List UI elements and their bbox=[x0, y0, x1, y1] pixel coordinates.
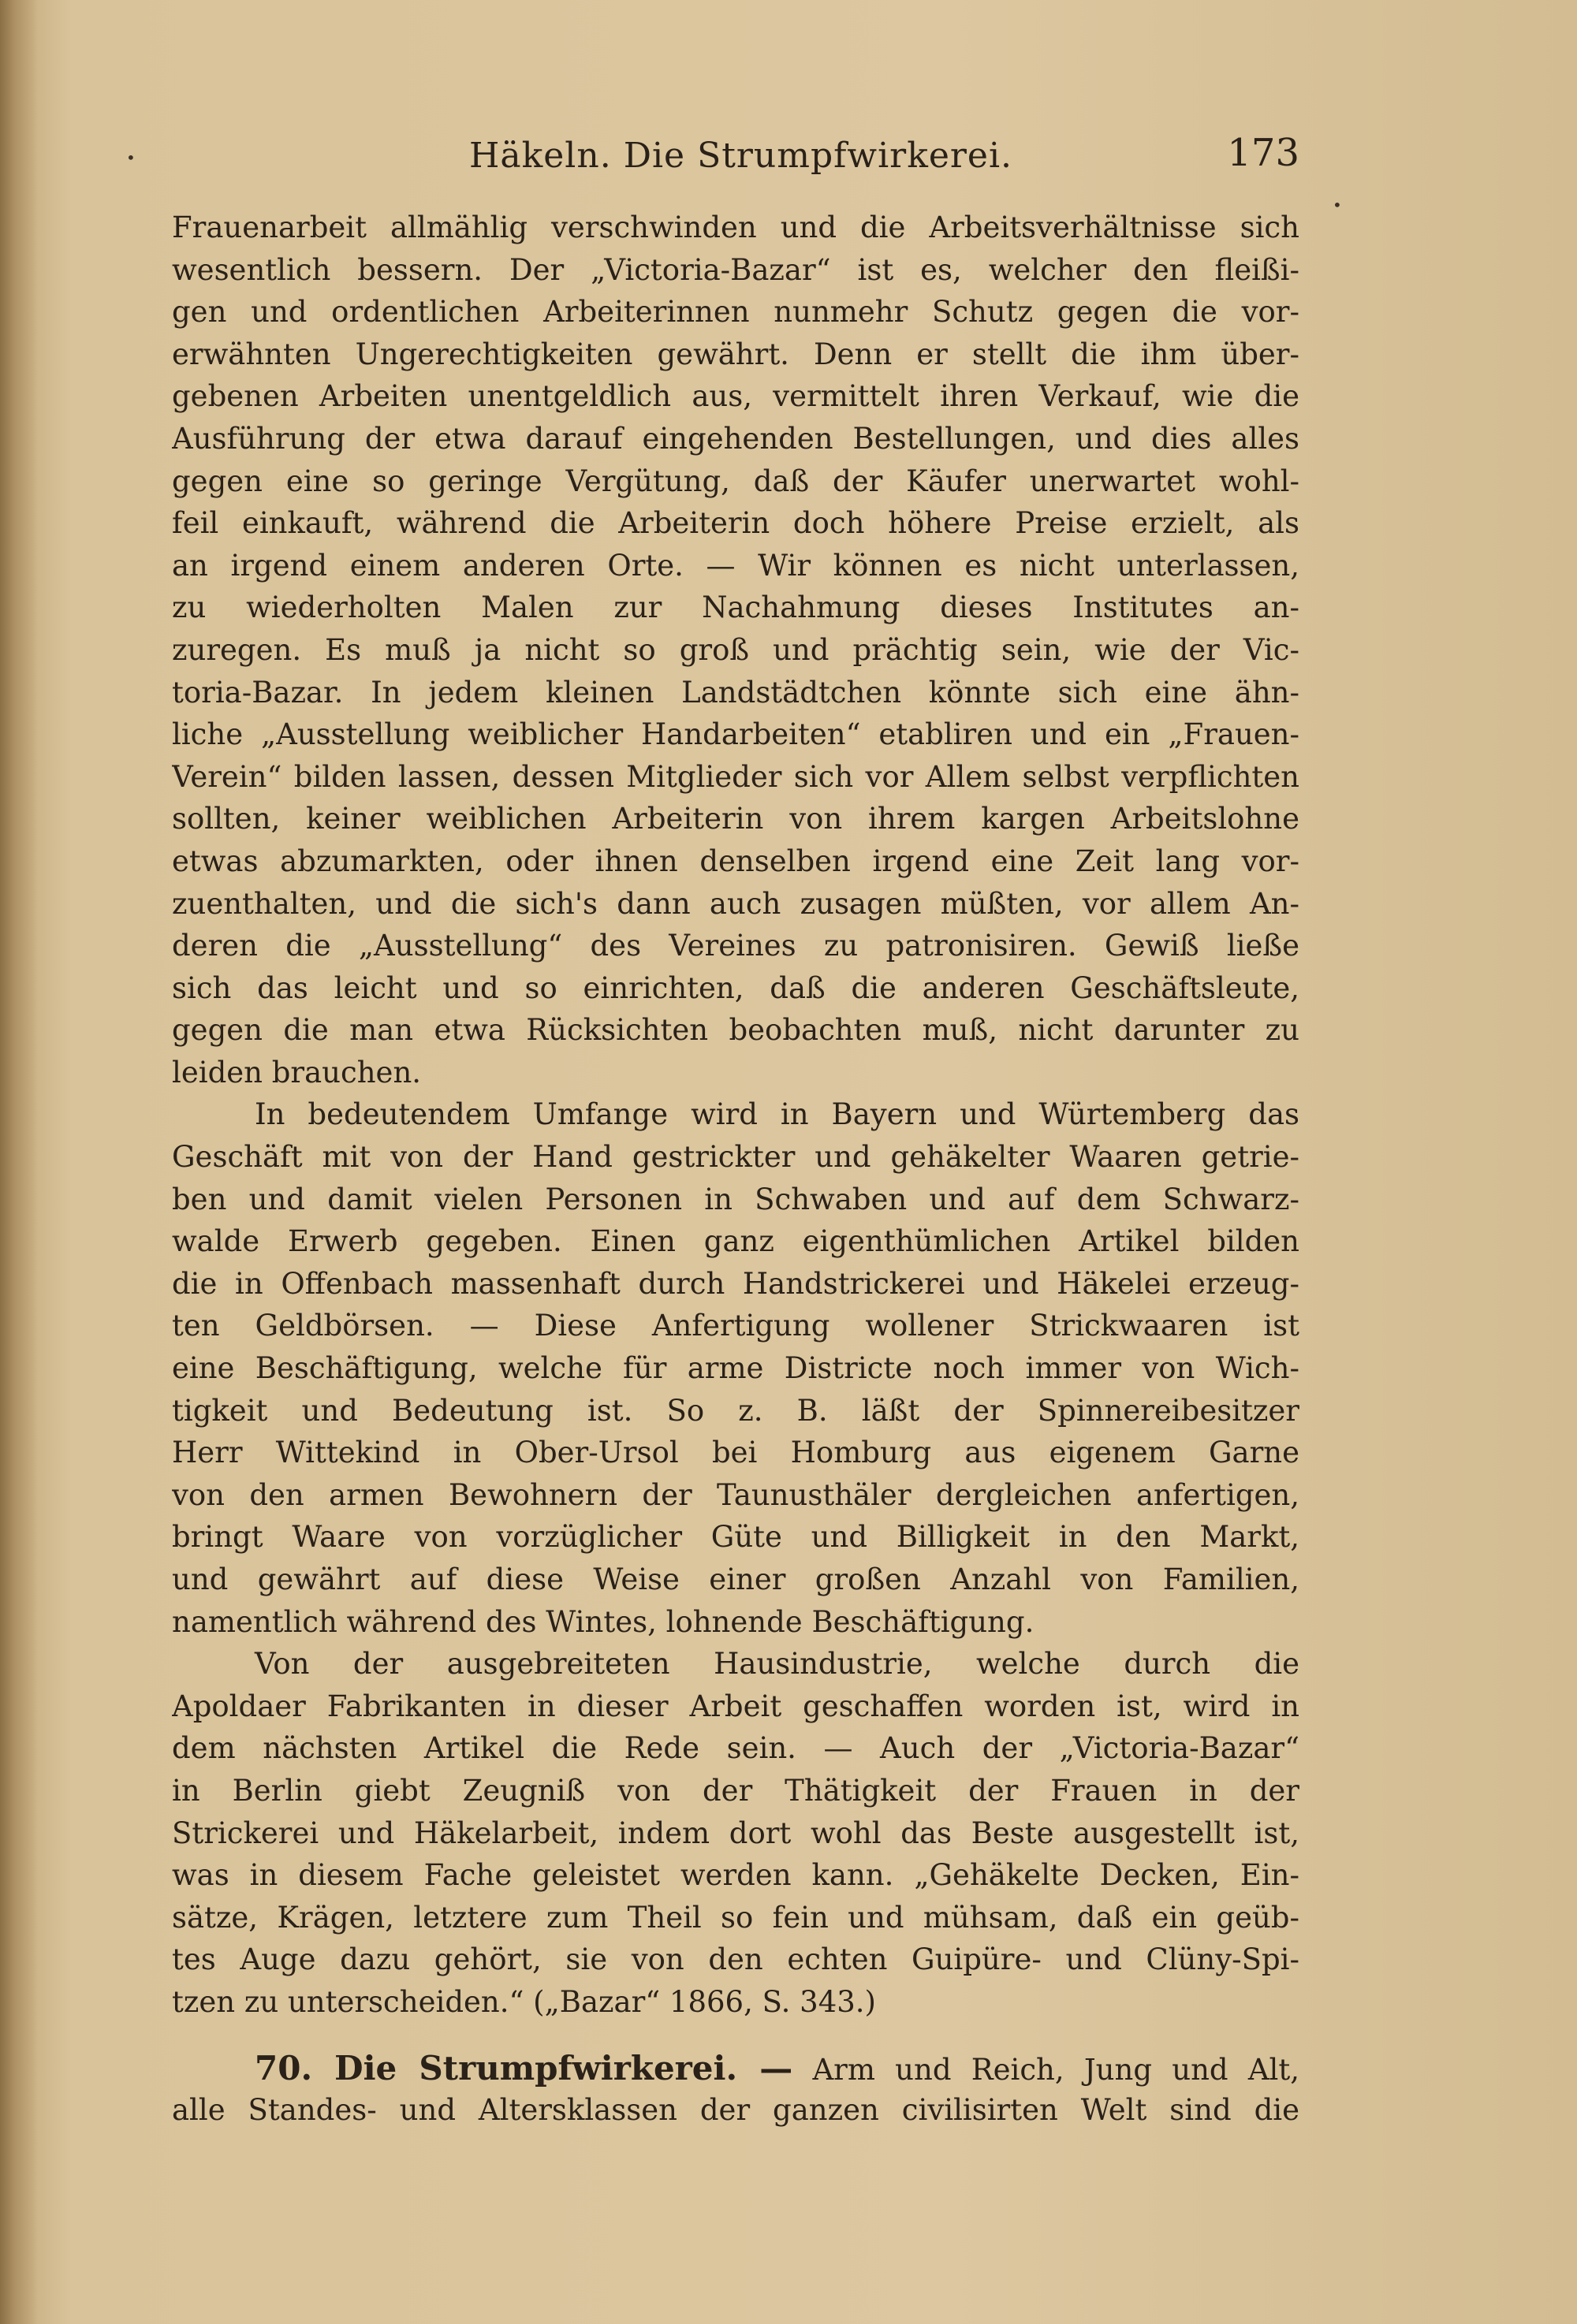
text-line: gegen eine so geringe Vergütung, daß der Käufer unerwartet wohl- bbox=[172, 464, 1299, 498]
text-line: bringt Waare von vorzüglicher Güte und Billigkeit in den Markt, bbox=[172, 1520, 1299, 1555]
text-line: zu wiederholten Malen zur Nachahmung dieses Institutes an- bbox=[172, 590, 1299, 625]
text-line: sätze, Krägen, letztere zum Theil so fein und mühsam, daß ein geüb- bbox=[172, 1900, 1299, 1935]
page-text bbox=[172, 207, 1299, 2132]
running-title: Häkeln. Die Strumpfwirkerei. bbox=[469, 136, 1013, 176]
section-spacer bbox=[172, 2024, 1299, 2047]
text-line: namentlich während des Wintes, lohnende Beschäftigung. bbox=[172, 1604, 1035, 1639]
text-line: Von der ausgebreiteten Hausindustrie, welche durch die bbox=[255, 1647, 1299, 1682]
text-line: Ausführung der etwa darauf eingehenden Bestellungen, und dies alles bbox=[172, 421, 1299, 456]
text-line: Strickerei und Häkelarbeit, indem dort wohl das Beste ausgestellt ist, bbox=[172, 1816, 1299, 1850]
text-line: an irgend einem anderen Orte. — Wir können es nicht unterlassen, bbox=[172, 548, 1299, 583]
text-line: und gewährt auf diese Weise einer großen Anzahl von Familien, bbox=[172, 1562, 1299, 1596]
text-line: Apoldaer Fabrikanten in dieser Arbeit geschaffen worden ist, wird in bbox=[172, 1689, 1299, 1723]
text-line: ben und damit vielen Personen in Schwaben und auf dem Schwarz- bbox=[172, 1182, 1299, 1216]
page-number: 173 bbox=[1227, 131, 1299, 175]
section-text: Arm und Reich, Jung und Alt, bbox=[812, 2052, 1299, 2087]
text-line: Frauenarbeit allmählig verschwinden und die Arbeitsverhältnisse sich bbox=[172, 210, 1299, 244]
text-line: etwas abzumarkten, oder ihnen denselben irgend eine Zeit lang vor- bbox=[172, 844, 1299, 878]
text-line: deren die „Ausstellung“ des Vereines zu patronisiren. Gewiß ließe bbox=[172, 929, 1299, 963]
text-line: Herr Wittekind in Ober-Ursol bei Homburg aus eigenem Garne bbox=[172, 1436, 1299, 1470]
text-line: tigkeit und Bedeutung ist. So z. B. läßt der Spinnereibesitzer bbox=[172, 1393, 1299, 1428]
text-line: sich das leicht und so einrichten, daß die anderen Geschäftsleute, bbox=[172, 970, 1299, 1005]
speck-mark: • bbox=[1333, 196, 1342, 214]
text-line: von den armen Bewohnern der Taunusthäler dergleichen anfertigen, bbox=[172, 1477, 1299, 1512]
text-line: eine Beschäftigung, welche für arme Districte noch immer von Wich- bbox=[172, 1351, 1299, 1386]
text-line: wesentlich bessern. Der „Victoria-Bazar“ ist es, welcher den fleißi- bbox=[172, 252, 1299, 287]
text-line: liche „Ausstellung weiblicher Handarbeiten“ etabliren und ein „Frauen- bbox=[172, 717, 1299, 752]
running-header bbox=[469, 136, 1297, 183]
text-line: zuregen. Es muß ja nicht so groß und prächtig sein, wie der Vic- bbox=[172, 632, 1299, 667]
text-line: was in diesem Fache geleistet werden kann. „Gehäkelte Decken, Ein- bbox=[172, 1858, 1299, 1893]
page-spine-shadow bbox=[0, 0, 38, 2324]
text-line: ten Geldbörsen. — Diese Anfertigung wollener Strickwaaren ist bbox=[172, 1309, 1299, 1343]
text-line: gen und ordentlichen Arbeiterinnen nunmehr Schutz gegen die vor- bbox=[172, 295, 1299, 330]
text-line: erwähnten Ungerechtigkeiten gewährt. Denn er stellt die ihm über- bbox=[172, 337, 1299, 371]
text-line: In bedeutendem Umfange wird in Bayern und Würtemberg das bbox=[255, 1097, 1299, 1132]
text-line: Verein“ bilden lassen, dessen Mitglieder sich vor Allem selbst verpflichten bbox=[172, 759, 1299, 794]
text-line: Geschäft mit von der Hand gestrickter und gehäkelter Waaren getrie- bbox=[172, 1140, 1299, 1175]
section-heading: 70. Die Strumpfwirkerei. — bbox=[255, 2048, 793, 2088]
text-line: leiden brauchen. bbox=[172, 1055, 422, 1089]
text-line: alle Standes- und Altersklassen der ganzen civilisirten Welt sind die bbox=[172, 2093, 1299, 2128]
text-line: tes Auge dazu gehört, sie von den echten Guipüre- und Clüny-Spi- bbox=[172, 1942, 1299, 1977]
text-line: in Berlin giebt Zeugniß von der Thätigkeit der Frauen in der bbox=[172, 1773, 1299, 1808]
text-line: gebenen Arbeiten unentgeldlich aus, vermittelt ihren Verkauf, wie die bbox=[172, 379, 1299, 414]
text-line: gegen die man etwa Rücksichten beobachten muß, nicht darunter zu bbox=[172, 1013, 1299, 1048]
speck-mark: • bbox=[126, 148, 136, 167]
section-70 bbox=[172, 2047, 1299, 2132]
paragraph bbox=[172, 1643, 1299, 2023]
text-line: toria-Bazar. In jedem kleinen Landstädtchen könnte sich eine ähn- bbox=[172, 675, 1299, 709]
paragraph bbox=[172, 1093, 1299, 1643]
text-line bbox=[172, 2047, 1299, 2090]
text-line: die in Offenbach massenhaft durch Handstrickerei und Häkelei erzeug- bbox=[172, 1266, 1299, 1301]
paragraph bbox=[172, 207, 1299, 1093]
text-line: dem nächsten Artikel die Rede sein. — Auch der „Victoria-Bazar“ bbox=[172, 1731, 1299, 1766]
text-line: sollten, keiner weiblichen Arbeiterin von ihrem kargen Arbeitslohne bbox=[172, 802, 1299, 836]
text-line: zuenthalten, und die sich's dann auch zusagen müßten, vor allem An- bbox=[172, 886, 1299, 921]
text-line: walde Erwerb gegeben. Einen ganz eigenthümlichen Artikel bilden bbox=[172, 1224, 1299, 1259]
text-line: feil einkauft, während die Arbeiterin doch höhere Preise erzielt, als bbox=[172, 506, 1299, 541]
text-line: tzen zu unterscheiden.“ („Bazar“ 1866, S. 343.) bbox=[172, 1984, 876, 2019]
